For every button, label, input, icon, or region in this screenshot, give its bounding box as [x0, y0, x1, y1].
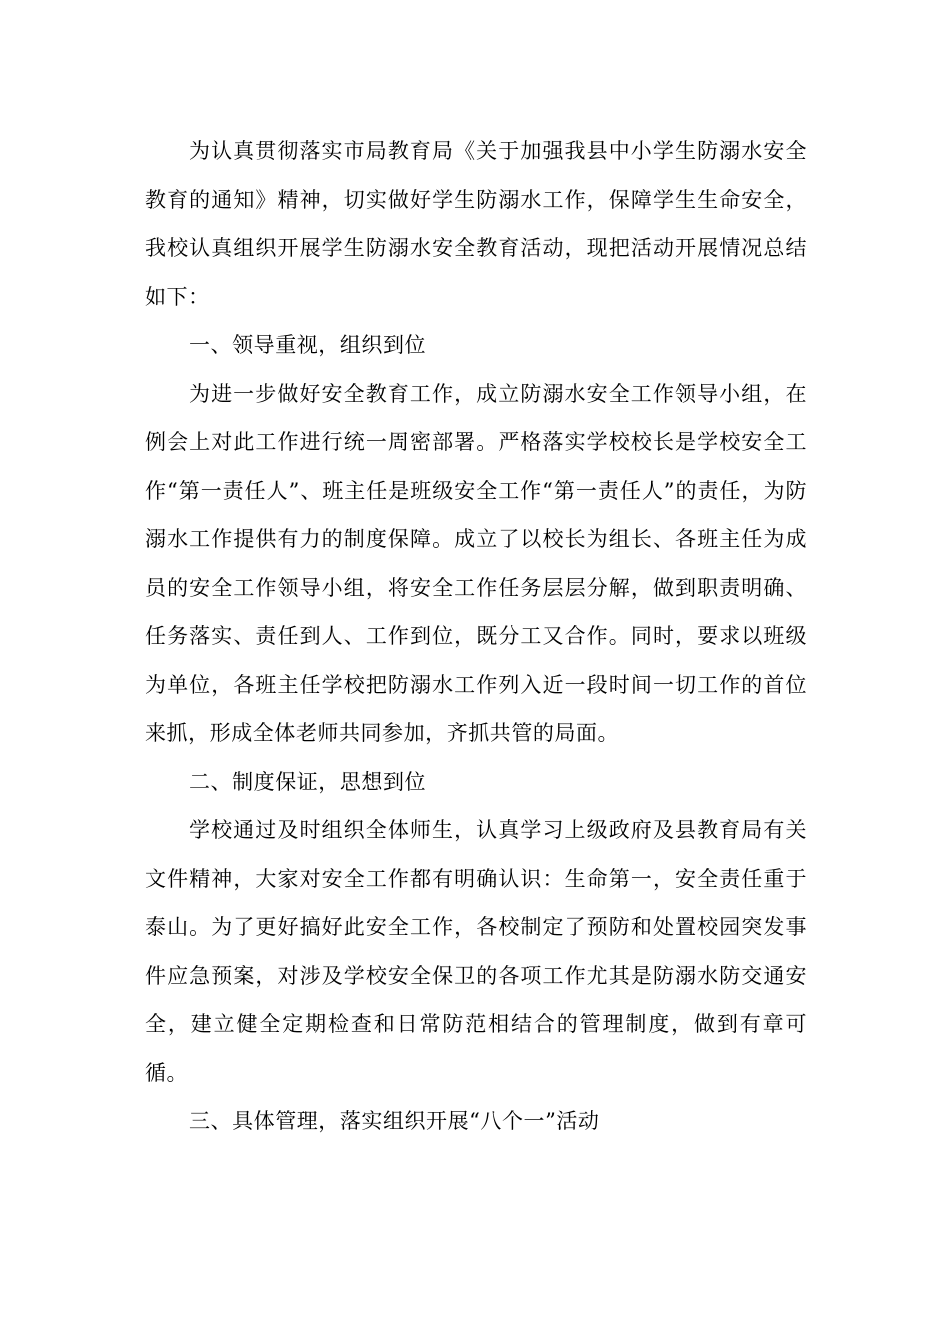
paragraph-intro: 为认真贯彻落实市局教育局《关于加强我县中小学生防溺水安全教育的通知》精神，切实做好学生防溺水工作，保障学生生命安全，我校认真组织开展学生防溺水安全教育活动，现把活动开展情况总结如下：: [145, 139, 807, 309]
document-body: [145, 127, 807, 1146]
section-heading-3: 三、具体管理，落实组织开展“八个一”活动: [189, 1109, 600, 1133]
section-heading-2: 二、制度保证，思想到位: [189, 769, 427, 794]
paragraph-section-1: 为进一步做好安全教育工作，成立防溺水安全工作领导小组，在例会上对此工作进行统一周密部署。严格落实学校校长是学校安全工作“第一责任人”、班主任是班级安全工作“第一责任人”的责任，为防溺水工作提供有力的制度保障。成立了以校长为组长、各班主任为成员的安全工作领导小组，将安全工作任务层层分解，做到职责明确、任务落实、责任到人、工作到位，既分工又合作。同时，要求以班级为单位，各班主任学校把防溺水工作列入近一段时间一切工作的首位来抓，形成全体老师共同参加，齐抓共管的局面。: [145, 381, 807, 745]
paragraph-section-2: 学校通过及时组织全体师生，认真学习上级政府及县教育局有关文件精神，大家对安全工作都有明确认识：生命第一，安全责任重于泰山。为了更好搞好此安全工作，各校制定了预防和处置校园突发事件应急预案，对涉及学校安全保卫的各项工作尤其是防溺水防交通安全，建立健全定期检查和日常防范相结合的管理制度，做到有章可循。: [145, 818, 807, 1085]
section-heading-1: 一、领导重视，组织到位: [189, 333, 427, 357]
